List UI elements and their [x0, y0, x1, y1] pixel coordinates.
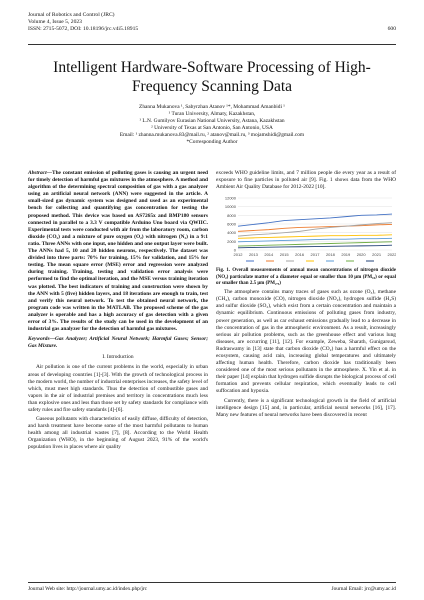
journal-email: Journal Email: jrc@umy.ac.id — [331, 586, 396, 592]
abstract-text: The constant emission of polluting gases is causing an urgent need for timely detection of harmful gas mixtures in the atmosphere. A method and algorithm of the determining spectral composition of gas with a gas analyzer using an artificial neural network (ANN) were suggested in the article. A small-sized gas dynamic system was designed and used as an experimental bench for collecting and quantifying gas concentration for testing the proposed method. This device was based on AS7265x and BMP180 sensors connected in parallel to a 3.3 V compatible Arduino Uno board via QWIIC. Experimental tests were conducted with air from the laboratory room, carbon dioxide (CO₂) and a mixture of pure oxygen (O₂) with nitrogen (N₂) in a 9:1 ratio. Three ANNs with one input, one hidden and one output layer were built. The ANNs had 5, 10 and 20 hidden neurons, respectively. The dataset was divided into three parts: 70% for training, 15% for validation, and 15% for testing. The mean square error (MSE) error and regression were analyzed during training. Training, testing and validation error analysis were performed to find the optimal iteration, and the MSE versus training iteration was plotted. The best indicators of training and construction were shown by the ANN with 5 (five) hidden layers, and 18 iterations are enough to train, test and verify this neural network. To test the obtained neural network, the program code was written in the MATLAB. The proposed scheme of the gas analyzer is operable and has a high accuracy of gas detection with a given error of 3%. The results of the study can be used in the development of an industrial gas analyzer for the detection of harmful gas mixtures. — [28, 170, 208, 333]
author-emails: Email: ¹ zhanna.mukanova.83@mail.ru, ² atanov@mail.ru, ³ mojamshidi@gmail.com — [119, 132, 305, 138]
series-line — [238, 225, 392, 232]
journal-website: Journal Web site: http://journal.umy.ac.id/index.php/jrc — [28, 586, 148, 592]
x-tick-label: 2019 — [341, 252, 351, 258]
x-tick-label: 2022 — [387, 252, 396, 258]
right-intro-continuation: exceeds WHO guideline limits, and 7 million people die every year as a result of exposure to fine particles in polluted air [9]. Fig. 1 shows data from the WHO Ambient Air Quality Database for 2012-2022 [10]. — [216, 170, 396, 191]
section-heading-introduction: I. Introduction — [102, 354, 134, 361]
affiliation-2: ¹ L.N. Gumilyov Eurasian National University, Astana, Kazakhstan — [139, 118, 285, 124]
line-chart — [216, 194, 396, 266]
y-tick-label: 2000 — [227, 239, 236, 245]
y-tick-label: 12000 — [224, 195, 236, 201]
x-tick-label: 2015 — [279, 252, 289, 258]
x-tick-label: 2013 — [248, 252, 258, 258]
intro-paragraph-1: Air pollution is one of the current problems in the world, especially in urban areas of developing countries [1]-[3]. With the growth of technological process in the modern world, the number of industrial enterprises increases, the safety level of which, must meet high standards. Thus the detection of combustible gases and vapors in the air of industrial premises and territory in concentrations much less than explosive ones and less than those set by safety standards for compliance with safety rules and fire safety standards [4]-[6]. — [28, 364, 208, 413]
keywords-label: Keywords— — [28, 336, 55, 343]
keywords — [28, 336, 208, 350]
figure-1-caption: Fig. 1. Overall measurements of annual mean concentrations of nitrogen dioxide (NO₂) particulate matter of a diameter equal or smaller than 10 μm (PM₁₀) or equal or smaller than 2.5 μm (PM₂.₅) — [216, 268, 396, 286]
x-tick-label: 2014 — [264, 252, 274, 258]
corresponding-author: *Corresponding Author — [186, 139, 238, 145]
x-tick-label: 2016 — [295, 252, 305, 258]
y-tick-label: 10000 — [224, 204, 236, 210]
journal-issn: ISSN: 2715-5072, DOI: 10.18196/jrc.v4i5.18915 — [28, 26, 139, 32]
author-block — [28, 104, 396, 146]
intro-paragraph-2: Gaseous pollutants with characteristics of easily diffuse, difficulty of detection, and harsh treatment have become some of the most harmful pollutants to human health among all industrial wastes [7], [8]. According to the World Health Organization (WHO), in the beginning of August 2023, 91% of the world's population lives in places where air quality — [28, 416, 208, 451]
y-tick-label: 4000 — [227, 230, 236, 236]
paper-title: Intelligent Hardware-Software Processing of High-Frequency Scanning Data — [53, 59, 371, 95]
figure-1-chart — [216, 194, 396, 266]
left-column — [28, 170, 208, 454]
affiliation-3: ² University of Texas at San Antonio, San Antonio, USA — [151, 125, 273, 131]
series-line — [238, 235, 392, 238]
abstract — [28, 170, 208, 333]
body-paragraph-2: Currently, there is a significant technological growth in the field of artificial intelligence design [15] and, in particular, artificial neural networks [16], [17]. Many new features of neural networks have been discovered in recent — [216, 397, 396, 418]
abstract-label: Abstract— — [28, 170, 52, 176]
journal-name: Journal of Robotics and Control (JRC) — [28, 12, 115, 18]
page-number: 600 — [387, 26, 396, 32]
series-line — [238, 223, 392, 236]
journal-header — [28, 12, 396, 33]
header-rule — [28, 44, 396, 45]
y-tick-label: 6000 — [227, 221, 236, 227]
x-tick-label: 2021 — [372, 252, 382, 258]
y-tick-label: 0 — [233, 247, 236, 253]
body-paragraph-1: The atmosphere contains many traces of gases such as ozone (O₃), methane (CH₄), carbon monoxide (CO), nitrogen dioxide (NO₂), hydrogen sulfide (H₂S) and sulfur dioxide (SO₂), which exist from a certain concentration and maintain a dynamic equilibrium. Continuous emissions of polluting gases from industry, power generation, as well as car exhaust emissions gradually lead to a decrease in the concentration of gas in the atmospheric environment. As a result, increasingly serious air pollution problems, such as the greenhouse effect and various lung diseases, are occurring [11], [12]. For example, Zeweba, Sharath, Gunigarsud, Rudraswamy in [13] state that carbon dioxide (CO₂) has a harmful effect on the ecosystem, causing acid rain, increasing global temperatures and ultimately affecting human health. Therefore, carbon dioxide has traditionally been considered one of the most serious pollutants in the atmosphere. X. Yin et al. in their paper [14] explain that hydrogen sulfide disrupts the biological process of cell formation and prevents cellular respiration, which eventually leads to cell suffocation and hypoxia. — [216, 289, 396, 395]
keywords-text: Gas Analyzer; Artificial Neural Network; Harmful Gases; Sensor; Gas Mixture. — [28, 336, 208, 350]
x-tick-label: 2017 — [310, 252, 320, 258]
footer-rule — [28, 582, 396, 583]
x-tick-label: 2020 — [356, 252, 366, 258]
affiliation-1: ¹ Turan University, Almaty, Kazakhstan, — [168, 111, 256, 117]
right-column — [216, 170, 396, 421]
journal-volume: Volume 4, Issue 5, 2023 — [28, 19, 82, 25]
author-names: Zhanna Mukanova ¹, Sabyrzhan Atanov ¹*, Mohammad Amanbidi ¹ — [139, 104, 285, 110]
x-tick-label: 2018 — [325, 252, 335, 258]
y-tick-label: 8000 — [227, 213, 236, 219]
x-tick-label: 2012 — [233, 252, 243, 258]
